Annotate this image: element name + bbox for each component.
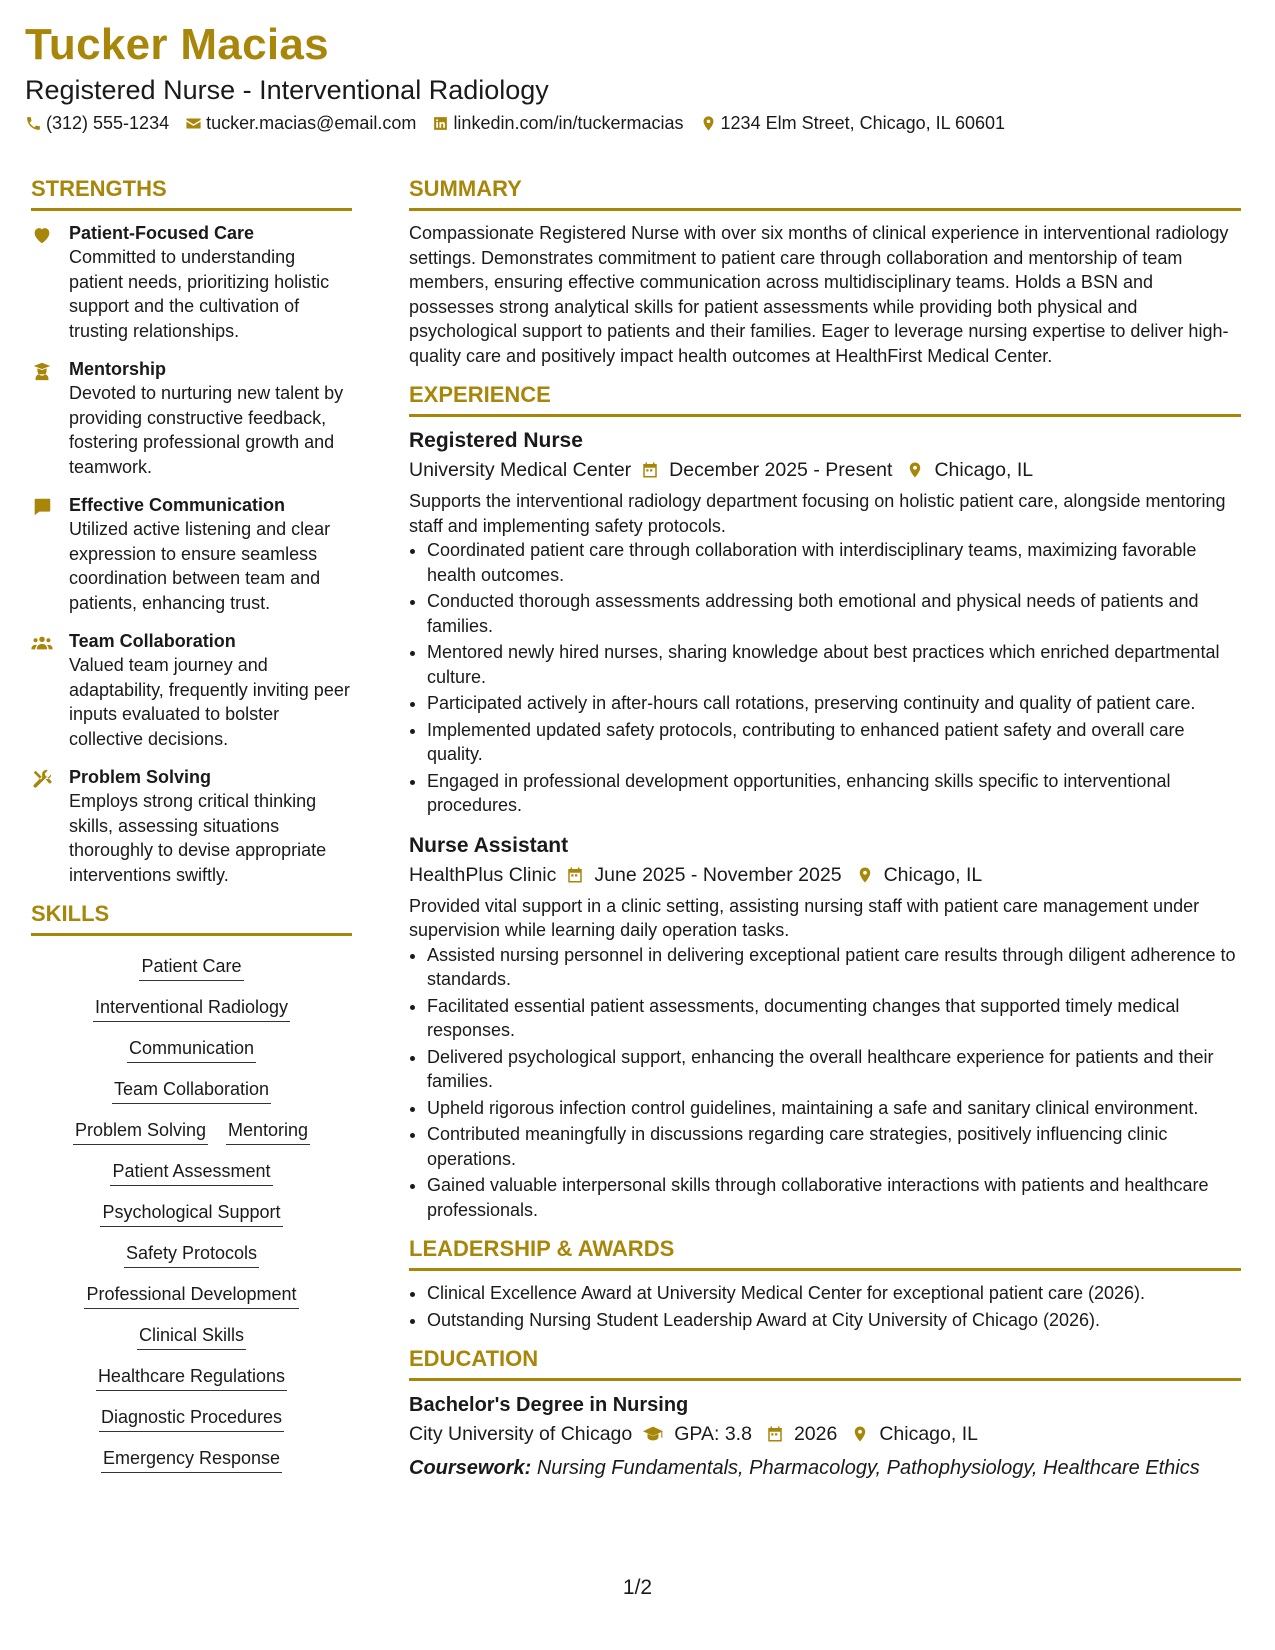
strength-desc: Employs strong critical thinking skills, assessing situations thoroughly to devise appropriate interventions swiftly. — [69, 791, 327, 885]
strength-title: Patient-Focused Care — [69, 223, 255, 243]
bullet-item: • Participated actively in after-hours call rotations, preserving continuity and quality of patient care. — [427, 691, 1241, 716]
job-location: Chicago, IL — [934, 459, 1034, 481]
education-meta — [409, 1419, 1241, 1449]
strength-desc: Committed to understanding patient needs, prioritizing holistic support and the cultivation of trusting relationships. — [69, 247, 330, 341]
coursework — [409, 1453, 1241, 1483]
skill-tag: Patient Assessment — [110, 1161, 272, 1186]
job-bullets — [409, 943, 1241, 1223]
strength-item — [31, 357, 352, 479]
bullet-item: • Conducted thorough assessments addressing both emotional and physical needs of patients and families. — [427, 589, 1241, 638]
calendar-icon — [766, 1425, 784, 1443]
strength-title: Team Collaboration — [69, 631, 236, 651]
bullet-item: • Contributed meaningfully in discussions regarding care strategies, positively influencing clinic operations. — [427, 1122, 1241, 1171]
skill-tag: Mentoring — [226, 1120, 310, 1145]
bullet-item: • Facilitated essential patient assessments, documenting changes that supported timely medical responses. — [427, 994, 1241, 1043]
map-marker-icon — [700, 115, 717, 132]
strength-item — [31, 765, 352, 887]
strength-title: Mentorship — [69, 359, 166, 379]
bullet-item: • Gained valuable interpersonal skills through collaborative interactions with patients and healthcare professionals. — [427, 1173, 1241, 1222]
skill-tag: Patient Care — [139, 956, 243, 981]
award-item: • Outstanding Nursing Student Leadership Award at City University of Chicago (2026). — [427, 1308, 1241, 1333]
users-icon — [31, 632, 53, 654]
phone-icon — [25, 115, 42, 132]
summary-text: Compassionate Registered Nurse with over six months of clinical experience in interventional radiology settings. Demonstrates commitment to patient care through collaboration and mentorship of team members, ensuring effective communication across multidisciplinary teams. Holds a BSN and possesses strong analytical skills for patient assessments while providing both physical and psychological support to patients and their families. Eager to leverage nursing expertise to deliver high-quality care and positively impact health outcomes at HealthFirst Medical Center. — [409, 223, 1229, 366]
experience-heading: EXPERIENCE — [409, 382, 1241, 417]
skill-tag: Emergency Response — [101, 1448, 282, 1473]
bullet-item: • Implemented updated safety protocols, contributing to enhanced patient safety and overall care quality. — [427, 718, 1241, 767]
skill-tag: Safety Protocols — [124, 1243, 259, 1268]
skill-tag: Communication — [127, 1038, 256, 1063]
skill-tag: Healthcare Regulations — [96, 1366, 287, 1391]
skill-tag: Diagnostic Procedures — [99, 1407, 284, 1432]
summary-heading: SUMMARY — [409, 176, 1241, 211]
candidate-name: Tucker Macias — [25, 20, 329, 69]
job-location: Chicago, IL — [883, 863, 983, 886]
degree-title: Bachelor's Degree in Nursing — [409, 1394, 689, 1416]
bullet-item: • Upheld rigorous infection control guidelines, maintaining a safe and sanitary clinical environment. — [427, 1096, 1241, 1121]
leadership-heading: LEADERSHIP & AWARDS — [409, 1236, 1241, 1271]
bullet-item: • Delivered psychological support, enhancing the overall healthcare experience for patients and their families. — [427, 1045, 1241, 1094]
strength-item — [31, 629, 352, 751]
bullet-item: • Coordinated patient care through collaboration with interdisciplinary teams, maximizing favorable health outcomes. — [427, 538, 1241, 587]
job-description: Supports the interventional radiology department focusing on holistic patient care, alongside mentoring staff and implementing safety protocols. — [409, 491, 1226, 536]
job-description: Provided vital support in a clinic setting, assisting nursing staff with patient care management under supervision while learning daily operation tasks. — [409, 895, 1200, 940]
bullet-item: • Assisted nursing personnel in delivering exceptional patient care results through diligent adherence to standards. — [427, 943, 1241, 992]
skill-tag: Team Collaboration — [112, 1079, 271, 1104]
map-marker-icon — [856, 866, 874, 884]
phone-text: (312) 555-1234 — [46, 113, 170, 133]
bullet-item: • Mentored newly hired nurses, sharing knowledge about best practices which enriched departmental culture. — [427, 640, 1241, 689]
heart-icon — [31, 224, 53, 246]
strength-item — [31, 221, 352, 343]
calendar-icon — [566, 866, 584, 884]
map-marker-icon — [906, 461, 924, 479]
company-name: HealthPlus Clinic — [409, 863, 557, 886]
job-entry — [409, 832, 1241, 1223]
job-title: Registered Nurse — [409, 429, 583, 452]
skill-tag: Professional Development — [84, 1284, 298, 1309]
job-meta — [409, 860, 1241, 890]
comment-icon — [31, 496, 53, 518]
coursework-list: Nursing Fundamentals, Pharmacology, Pathophysiology, Healthcare Ethics — [536, 1457, 1200, 1479]
job-title-heading: Registered Nurse - Interventional Radiology — [25, 75, 549, 105]
skills-list — [31, 946, 352, 1483]
strength-title: Effective Communication — [69, 495, 286, 515]
skill-tag: Interventional Radiology — [93, 997, 290, 1022]
skill-tag: Psychological Support — [100, 1202, 282, 1227]
job-dates: June 2025 - November 2025 — [594, 863, 842, 886]
coursework-label: Coursework: — [409, 1457, 532, 1479]
contact-phone[interactable] — [25, 113, 169, 134]
strengths-heading: STRENGTHS — [31, 176, 352, 211]
page-number: 1/2 — [622, 1576, 653, 1599]
graduation-cap-icon — [642, 1423, 664, 1445]
strength-title: Problem Solving — [69, 767, 212, 787]
contact-linkedin[interactable] — [432, 113, 683, 134]
tools-icon — [31, 768, 53, 790]
school-name: City University of Chicago — [409, 1423, 633, 1445]
address-text: 1234 Elm Street, Chicago, IL 60601 — [720, 113, 1006, 133]
job-entry — [409, 427, 1241, 818]
company-name: University Medical Center — [409, 459, 632, 481]
skill-tag: Clinical Skills — [137, 1325, 246, 1350]
gpa: GPA: 3.8 — [674, 1423, 752, 1445]
strength-desc: Utilized active listening and clear expression to ensure seamless coordination between team and patients, enhancing trust. — [69, 519, 331, 613]
strength-desc: Devoted to nurturing new talent by providing constructive feedback, fostering professional growth and teamwork. — [69, 383, 344, 477]
job-bullets — [409, 538, 1241, 818]
job-title: Nurse Assistant — [409, 833, 569, 857]
graduation-year: 2026 — [793, 1423, 838, 1445]
award-item: • Clinical Excellence Award at University Medical Center for exceptional patient care (2026). — [427, 1281, 1241, 1306]
skills-heading: SKILLS — [31, 901, 352, 936]
email-text: tucker.macias@email.com — [206, 113, 417, 133]
right-column — [409, 176, 1241, 1483]
strength-item — [31, 493, 352, 615]
awards-list — [409, 1281, 1241, 1332]
linkedin-text: linkedin.com/in/tuckermacias — [453, 113, 684, 133]
skill-tag: Problem Solving — [73, 1120, 208, 1145]
strength-desc: Valued team journey and adaptability, frequently inviting peer inputs evaluated to bolster collective decisions. — [69, 655, 350, 749]
calendar-icon — [641, 461, 659, 479]
linkedin-icon — [432, 115, 449, 132]
contact-email[interactable] — [185, 113, 416, 134]
map-marker-icon — [851, 1425, 869, 1443]
education-location: Chicago, IL — [879, 1423, 978, 1445]
job-meta — [409, 455, 1241, 485]
education-heading: EDUCATION — [409, 1346, 1241, 1381]
envelope-icon — [185, 115, 202, 132]
graduate-icon — [31, 360, 53, 382]
contact-address — [700, 113, 1006, 134]
job-dates: December 2025 - Present — [669, 459, 893, 481]
left-column — [31, 176, 352, 1483]
contact-bar — [25, 113, 1021, 134]
bullet-item: • Engaged in professional development opportunities, enhancing skills specific to interventional procedures. — [427, 769, 1241, 818]
